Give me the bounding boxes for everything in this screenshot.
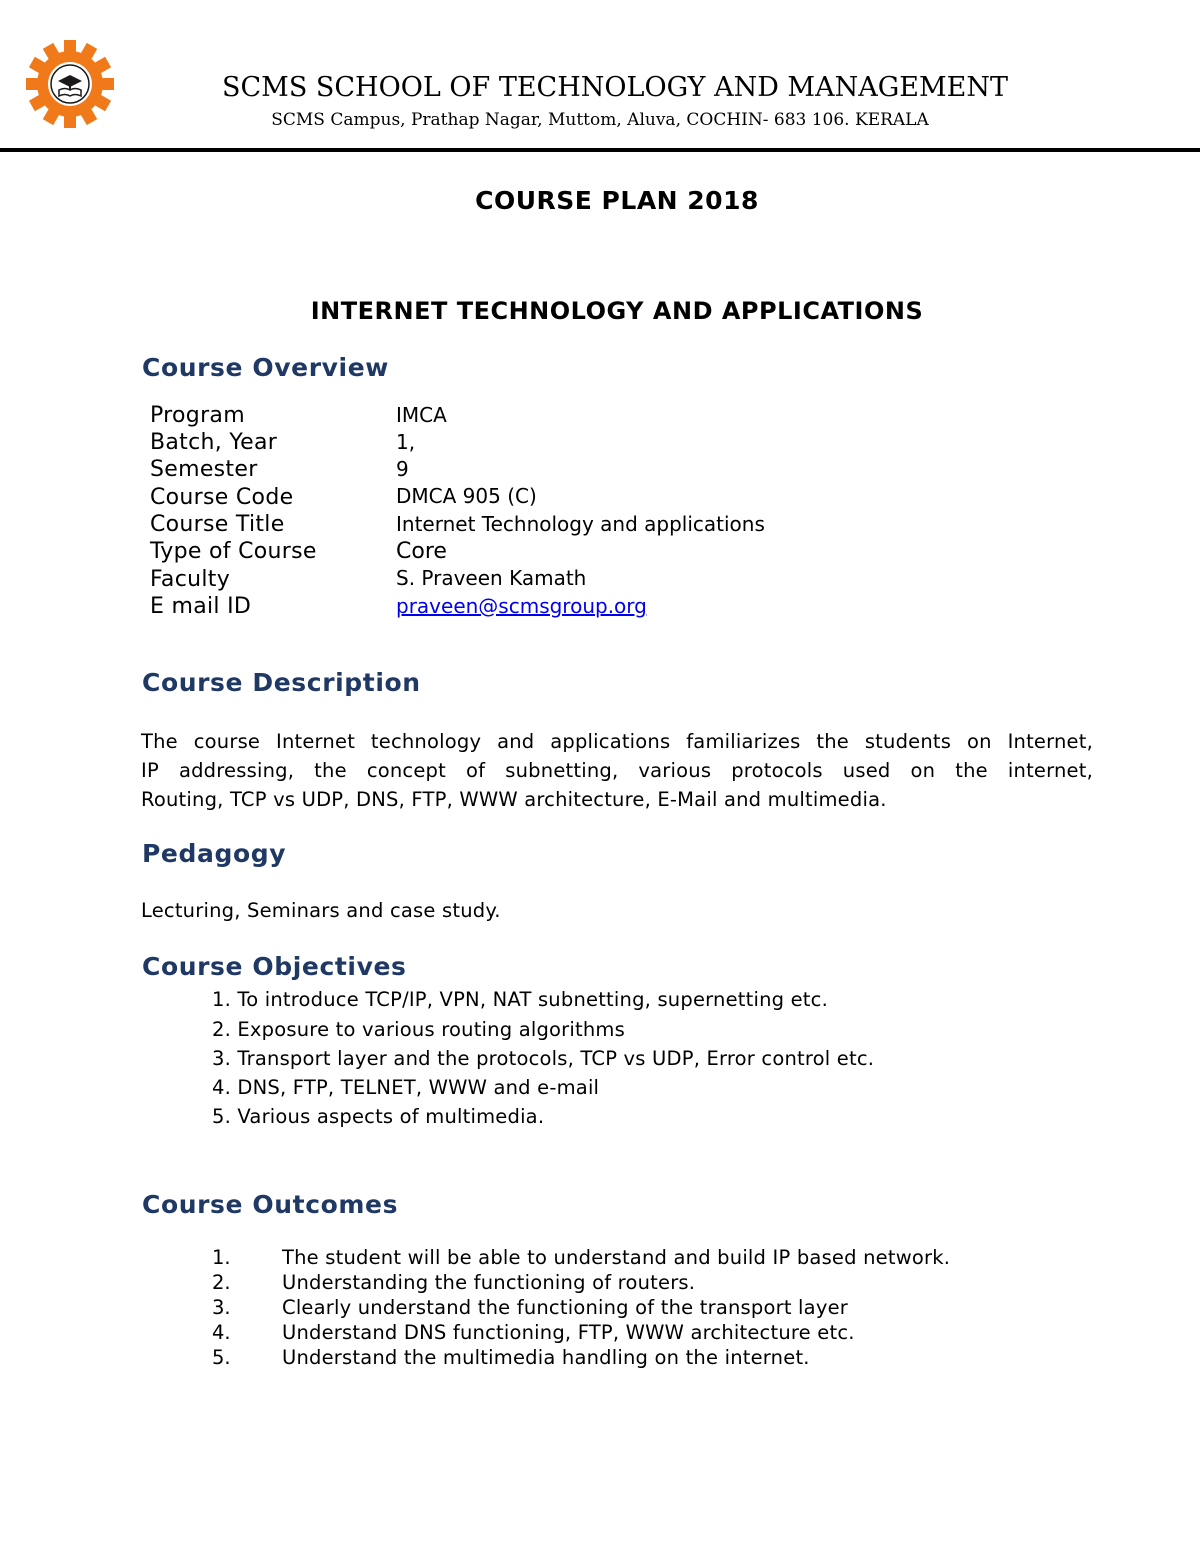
- outcome-text: Understand DNS functioning, FTP, WWW architecture etc.: [282, 1321, 855, 1344]
- overview-value: Internet Technology and applications: [396, 512, 765, 536]
- outcome-number: 5.: [212, 1346, 231, 1369]
- document-title: COURSE PLAN 2018: [475, 186, 759, 215]
- objective-item: 4. DNS, FTP, TELNET, WWW and e-mail: [212, 1076, 600, 1099]
- description-line: IP addressing, the concept of subnetting, various protocols used on the internet,: [141, 759, 1093, 782]
- header-divider: [0, 148, 1200, 152]
- overview-value: S. Praveen Kamath: [396, 566, 587, 590]
- outcome-text: Understanding the functioning of routers.: [282, 1271, 696, 1294]
- email-link[interactable]: praveen@scmsgroup.org: [396, 594, 647, 618]
- overview-label: Faculty: [150, 567, 231, 592]
- outcome-number: 4.: [212, 1321, 231, 1344]
- description-heading: Course Description: [142, 668, 421, 697]
- outcome-number: 2.: [212, 1271, 231, 1294]
- objectives-heading: Course Objectives: [142, 952, 407, 981]
- overview-label: Batch, Year: [150, 430, 278, 455]
- overview-value: 1,: [396, 430, 416, 454]
- description-text: [141, 727, 1093, 814]
- overview-label: Course Title: [150, 512, 285, 537]
- description-line: Routing, TCP vs UDP, DNS, FTP, WWW architecture, E-Mail and multimedia.: [141, 788, 887, 811]
- overview-value: DMCA 905 (C): [396, 484, 537, 508]
- pedagogy-text: Lecturing, Seminars and case study.: [141, 899, 501, 922]
- overview-label: Program: [150, 403, 245, 428]
- pedagogy-heading: Pedagogy: [142, 839, 287, 868]
- overview-label: Semester: [150, 457, 258, 482]
- overview-label: Course Code: [150, 485, 294, 510]
- objective-item: 2. Exposure to various routing algorithms: [212, 1018, 625, 1041]
- outcome-text: Clearly understand the functioning of the transport layer: [282, 1296, 848, 1319]
- objective-item: 3. Transport layer and the protocols, TCP vs UDP, Error control etc.: [212, 1047, 875, 1070]
- outcome-text: The student will be able to understand and build IP based network.: [282, 1246, 951, 1269]
- overview-label: Type of Course: [150, 539, 317, 564]
- outcome-text: Understand the multimedia handling on the internet.: [282, 1346, 810, 1369]
- outcome-number: 3.: [212, 1296, 231, 1319]
- objective-item: 5. Various aspects of multimedia.: [212, 1105, 545, 1128]
- overview-value: Core: [396, 539, 447, 564]
- course-name: INTERNET TECHNOLOGY AND APPLICATIONS: [310, 297, 924, 325]
- overview-value: 9: [396, 457, 409, 481]
- overview-value: IMCA: [396, 403, 447, 427]
- overview-label: E mail ID: [150, 594, 252, 619]
- outcomes-heading: Course Outcomes: [142, 1190, 399, 1219]
- description-line: The course Internet technology and applications familiarizes the students on Internet,: [141, 730, 1093, 753]
- outcome-number: 1.: [212, 1246, 231, 1269]
- overview-heading: Course Overview: [142, 353, 389, 382]
- school-address: SCMS Campus, Prathap Nagar, Muttom, Aluva, COCHIN- 683 106. KERALA: [271, 110, 929, 130]
- objective-item: 1. To introduce TCP/IP, VPN, NAT subnetting, supernetting etc.: [212, 988, 828, 1011]
- school-name: SCMS SCHOOL OF TECHNOLOGY AND MANAGEMENT: [222, 72, 1008, 103]
